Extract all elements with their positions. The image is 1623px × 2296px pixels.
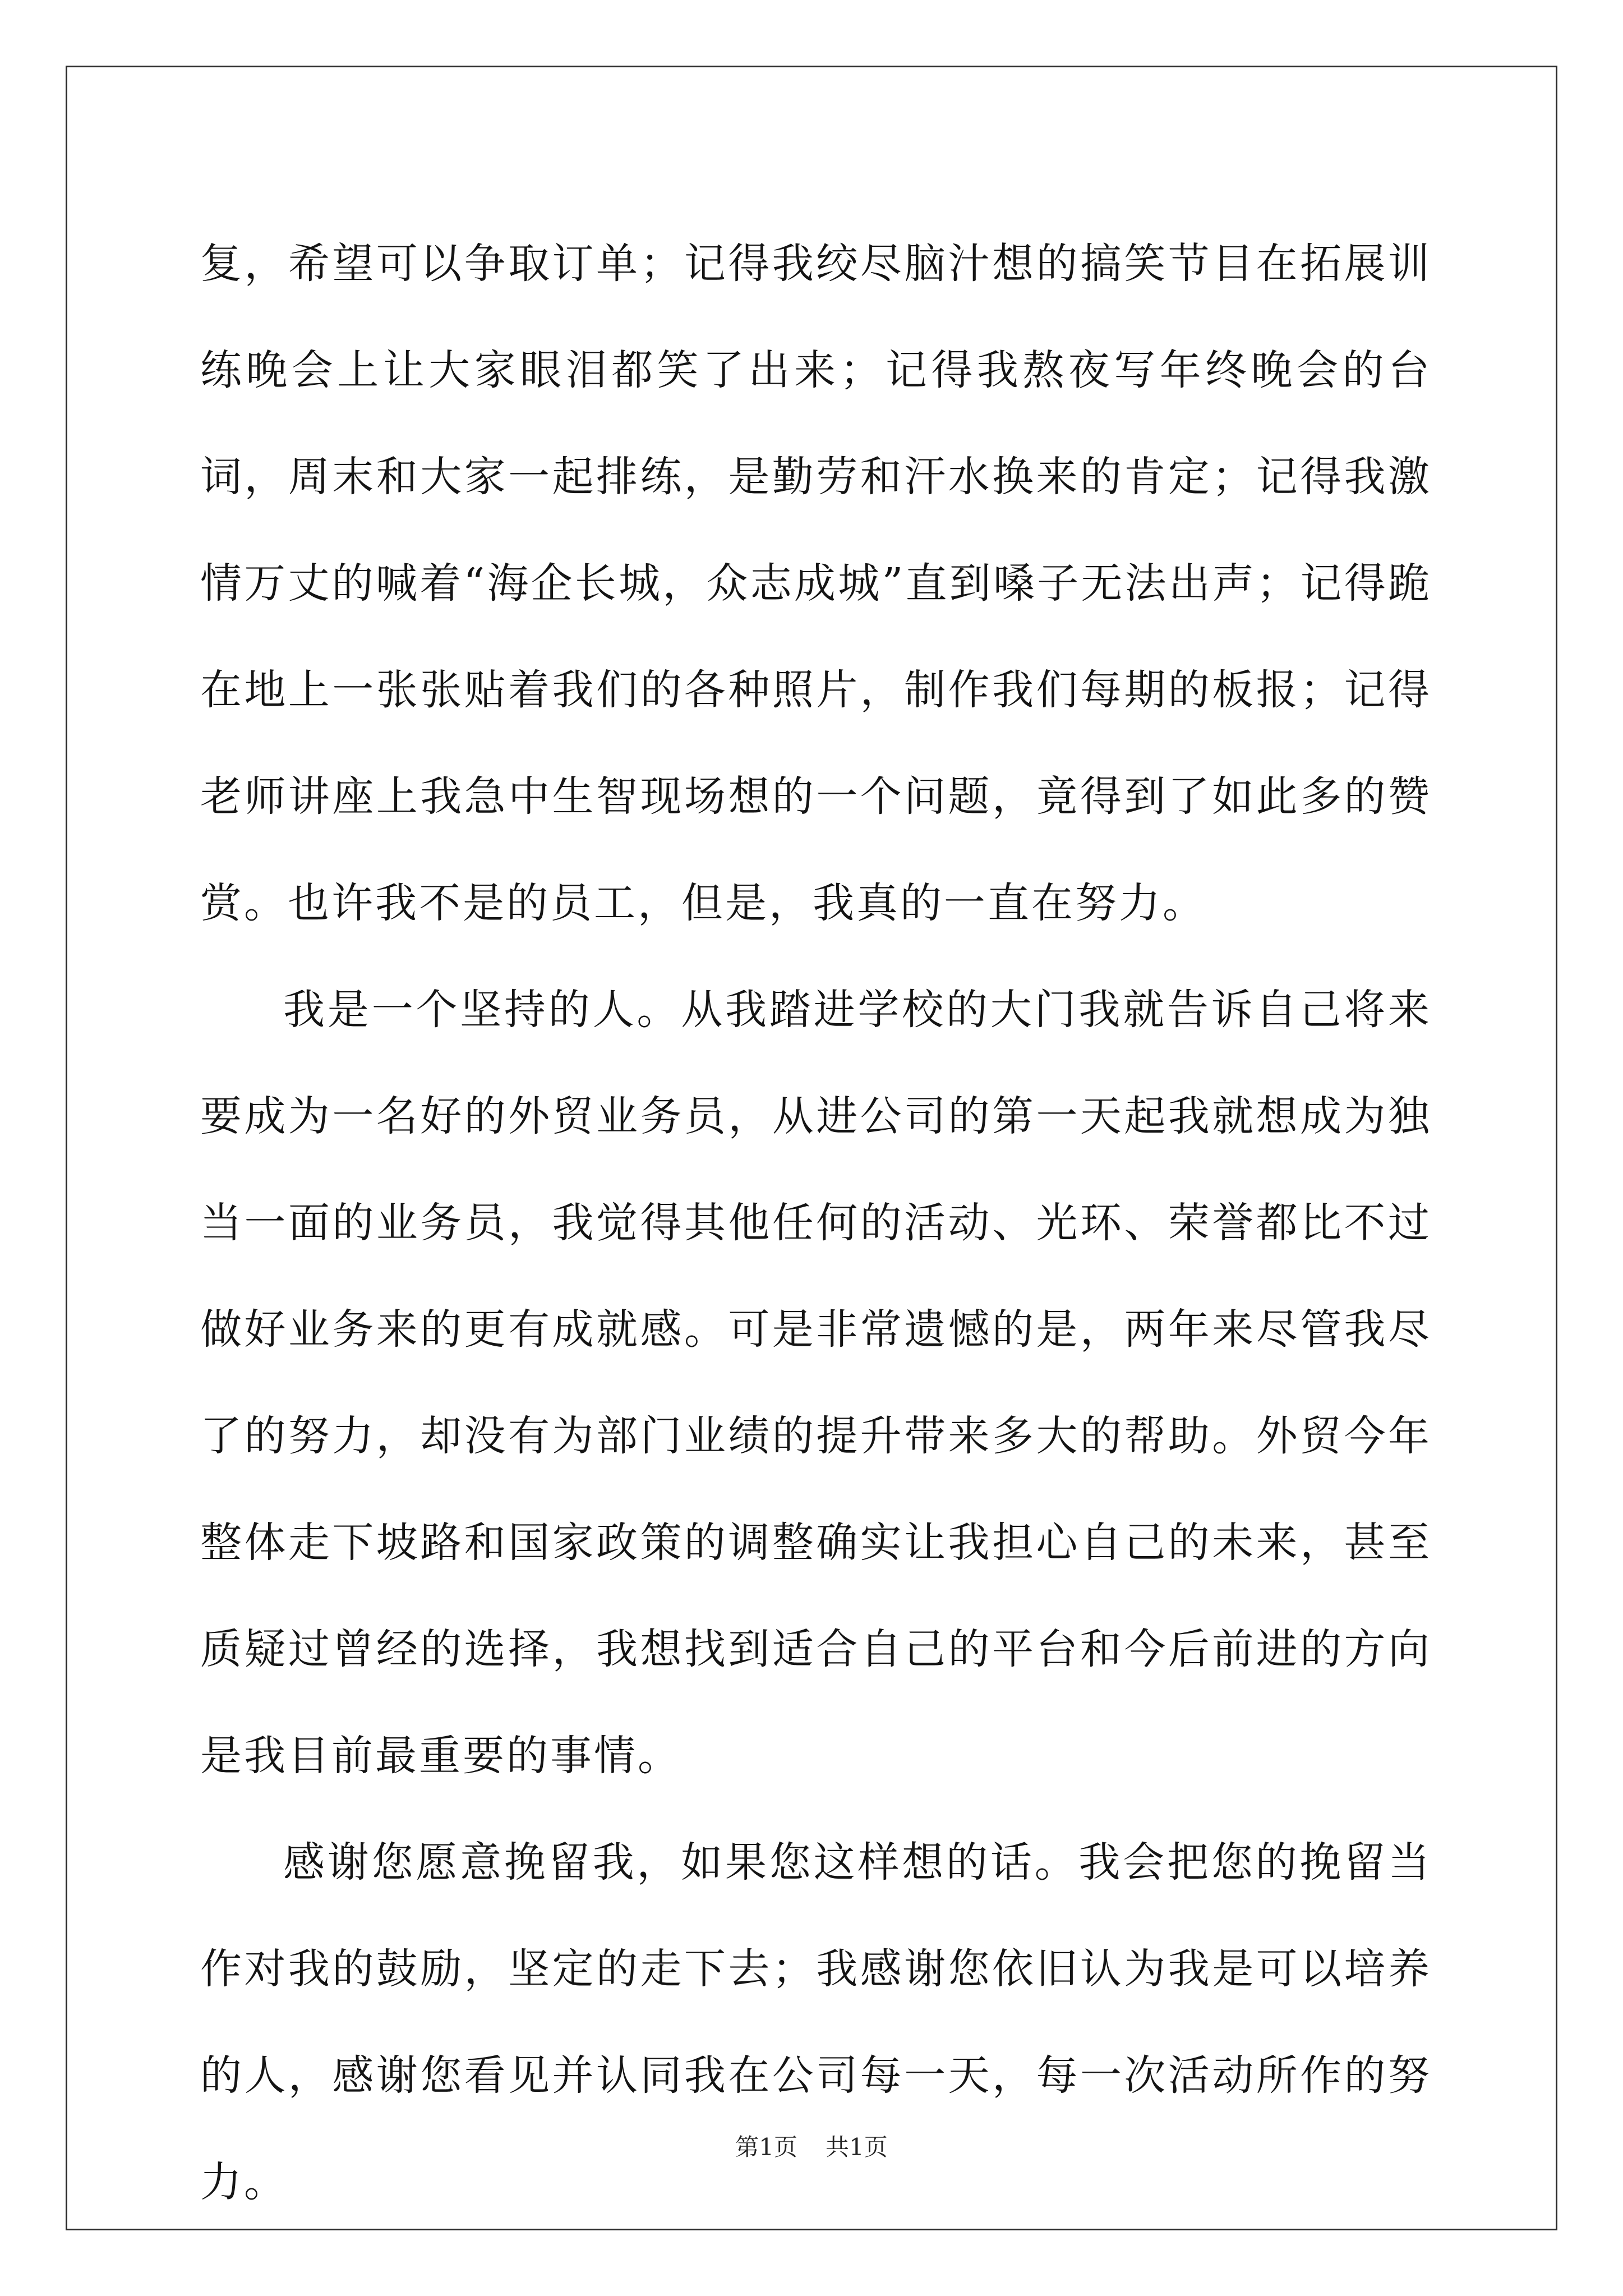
page-total: 共1页 [826,2133,888,2161]
paragraph-3: 感谢您愿意挽留我，如果您这样想的话。我会把您的挽留当作对我的鼓励，坚定的走下去；我感谢您依旧认为我是可以培养的人，感谢您看见并认同我在公司每一天，每一次活动所作的努力。 [200,1838,1432,2206]
page-footer [0,2131,1623,2164]
document-body [200,210,1432,2235]
page-number: 第1页 [735,2133,797,2161]
paragraph-1: 复，希望可以争取订单；记得我绞尽脑汁想的搞笑节目在拓展训练晚会上让大家眼泪都笑了出来；记得我熬夜写年终晚会的台词，周末和大家一起排练，是勤劳和汗水换来的肯定；记得我激情万丈的喊着“海企长城，众志成城”直到嗓子无法出声；记得跪在地上一张张贴着我们的各种照片，制作我们每期的板报；记得老师讲座上我急中生智现场想的一个问题，竟得到了如此多的赞赏。也许我不是的员工，但是，我真的一直在努力。 [200,240,1432,927]
paragraph-2: 我是一个坚持的人。从我踏进学校的大门我就告诉自己将来要成为一名好的外贸业务员，从进公司的第一天起我就想成为独当一面的业务员，我觉得其他任何的活动、光环、荣誉都比不过做好业务来的更有成就感。可是非常遗憾的是，两年来尽管我尽了的努力，却没有为部门业绩的提升带来多大的帮助。外贸今年整体走下坡路和国家政策的调整确实让我担心自己的未来，甚至质疑过曾经的选择，我想找到适合自己的平台和今后前进的方向是我目前最重要的事情。 [200,986,1432,1780]
